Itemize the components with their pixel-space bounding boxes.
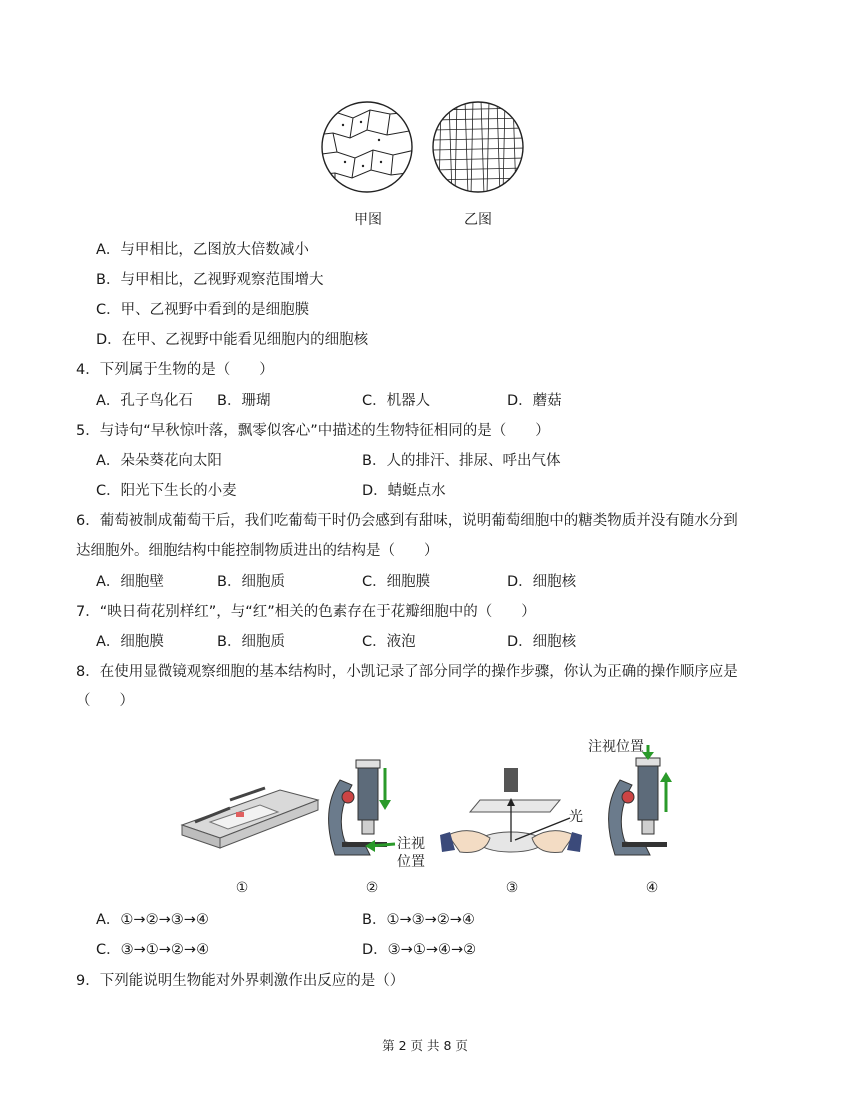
q7-stem: 7．“映日荷花别样红”，与“红”相关的色素存在于花瓣细胞中的（ ）	[76, 604, 536, 620]
q5-option-d: D．蜻蜓点水	[362, 483, 446, 499]
q3-option-a: A．与甲相比，乙图放大倍数减小	[96, 242, 309, 258]
page-footer: 第 2 页 共 8 页	[382, 1038, 468, 1053]
q6-option-a: A．细胞壁	[96, 574, 164, 590]
step-number-3: ③	[505, 880, 519, 896]
q4-option-d: D．蘑菇	[507, 393, 562, 409]
step-number-4: ④	[645, 880, 659, 896]
q8-option-c: C．③→①→②→④	[96, 942, 210, 958]
step3-hands-mirror	[440, 768, 582, 852]
step-number-2: ②	[365, 880, 379, 896]
label-gaze-side-1: 注视	[397, 836, 425, 852]
q8-option-b: B．①→③→②→④	[362, 912, 475, 928]
q7-option-d: D．细胞核	[507, 634, 577, 650]
step2-microscope	[329, 760, 395, 855]
q7-option-b: B．细胞质	[217, 634, 285, 650]
q7-option-a: A．细胞膜	[96, 634, 164, 650]
label-gaze-side-2: 位置	[397, 854, 425, 870]
q3-option-c: C．甲、乙视野中看到的是细胞膜	[96, 302, 310, 318]
q5-stem: 5．与诗句“早秋惊叶落，飘零似客心”中描述的生物特征相同的是（ ）	[76, 423, 550, 439]
q3-option-b: B．与甲相比，乙视野观察范围增大	[96, 272, 324, 288]
q8-stem-line1: 8．在使用显微镜观察细胞的基本结构时，小凯记录了部分同学的操作步骤，你认为正确的操作顺序应是	[76, 664, 738, 680]
caption-jia: 甲图	[354, 212, 382, 228]
q6-option-c: C．细胞膜	[362, 574, 431, 590]
q6-stem-line1: 6．葡萄被制成葡萄干后，我们吃葡萄干时仍会感到有甜味，说明葡萄细胞中的糖类物质并没有随水分到	[76, 513, 738, 529]
step4-microscope	[609, 745, 672, 855]
q4-option-a: A．孔子鸟化石	[96, 393, 193, 409]
cell-field-figure	[315, 100, 535, 195]
field-jia	[315, 100, 415, 195]
step-number-1: ①	[235, 880, 249, 896]
q6-option-b: B．细胞质	[217, 574, 285, 590]
q4-option-c: C．机器人	[362, 393, 431, 409]
caption-yi: 乙图	[464, 212, 492, 228]
q6-stem-line2: 达细胞外。细胞结构中能控制物质进出的结构是（ ）	[76, 543, 439, 559]
q5-option-c: C．阳光下生长的小麦	[96, 483, 237, 499]
q8-option-a: A．①→②→③→④	[96, 912, 209, 928]
q7-option-c: C．液泡	[362, 634, 416, 650]
label-gaze-top: 注视位置	[588, 739, 644, 755]
q5-option-b: B．人的排汗、排尿、呼出气体	[362, 453, 561, 469]
q6-option-d: D．细胞核	[507, 574, 577, 590]
q3-option-d: D．在甲、乙视野中能看见细胞内的细胞核	[96, 332, 369, 348]
q5-option-a: A．朵朵葵花向太阳	[96, 453, 222, 469]
q9-stem: 9．下列能说明生物能对外界刺激作出反应的是（）	[76, 973, 405, 989]
label-light: 光	[569, 809, 583, 825]
q8-stem-line2: （ ）	[76, 693, 134, 709]
q4-option-b: B．珊瑚	[217, 393, 271, 409]
q4-stem: 4．下列属于生物的是（ ）	[76, 362, 274, 378]
step1-slide-stage	[182, 788, 318, 848]
q8-option-d: D．③→①→④→②	[362, 942, 477, 958]
